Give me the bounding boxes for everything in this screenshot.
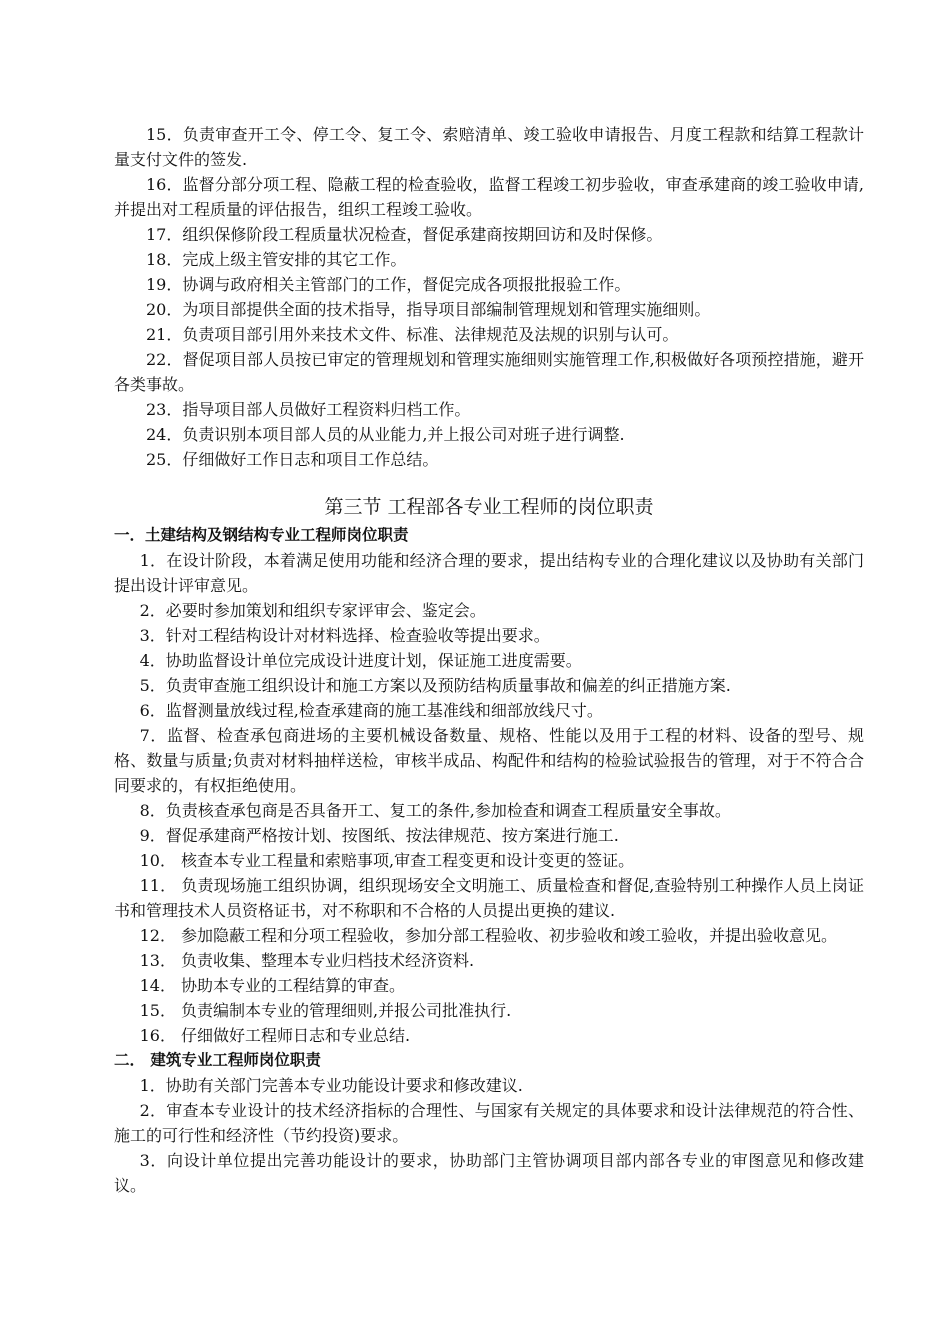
architecture-item-2: 2．审查本专业设计的技术经济指标的合理性、与国家有关规定的具体要求和设计法律规范的符合性、施工的可行性和经济性（节约投资)要求。 — [114, 1101, 864, 1145]
structural-item-4: 4．协助监督设计单位完成设计进度计划，保证施工进度需要。 — [139, 651, 582, 670]
architecture-item-1: 1．协助有关部门完善本专业功能设计要求和修改建议. — [139, 1076, 523, 1095]
structural-item-12: 12． 参加隐蔽工程和分项工程验收，参加分部工程验收、初步验收和竣工验收，并提出验收意见。 — [139, 926, 838, 945]
paragraph-item-19: 19．协调与政府相关主管部门的工作，督促完成各项报批报验工作。 — [146, 275, 631, 294]
structural-item-7: 7．监督、检查承包商进场的主要机械设备数量、规格、性能以及用于工程的材料、设备的型号、规格、数量与质量;负责对材料抽样送检，审核半成品、构配件和结构的检验试验报告的管理，对于不符合合同要求的，有权拒绝使用。 — [114, 726, 864, 795]
paragraph-item-25: 25．仔细做好工作日志和项目工作总结。 — [146, 450, 439, 469]
architecture-item-3: 3．向设计单位提出完善功能设计的要求，协助部门主管协调项目部内部各专业的审图意见和修改建议。 — [114, 1151, 864, 1195]
paragraph-item-16: 16．监督分部分项工程、隐蔽工程的检查验收，监督工程竣工初步验收，审查承建商的竣工验收申请,并提出对工程质量的评估报告，组织工程竣工验收。 — [114, 175, 864, 219]
paragraph-item-18: 18．完成上级主管安排的其它工作。 — [146, 250, 407, 269]
structural-item-10: 10． 核查本专业工程量和索赔事项,审查工程变更和设计变更的签证。 — [139, 851, 635, 870]
structural-item-15: 15． 负责编制本专业的管理细则,并报公司批准执行. — [139, 1001, 512, 1020]
structural-item-8: 8．负责核查承包商是否具备开工、复工的条件,参加检查和调查工程质量安全事故。 — [139, 801, 731, 820]
structural-item-2: 2．必要时参加策划和组织专家评审会、鉴定会。 — [139, 601, 486, 620]
paragraph-item-22: 22．督促项目部人员按已审定的管理规划和管理实施细则实施管理工作,积极做好各项预控措施，避开各类事故。 — [114, 350, 864, 394]
paragraph-item-17: 17．组织保修阶段工程质量状况检查，督促承建商按期回访和及时保修。 — [146, 225, 663, 244]
subsection-title-structural: 一．土建结构及钢结构专业工程师岗位职责 — [114, 526, 409, 544]
subsection-title-architecture: 二． 建筑专业工程师岗位职责 — [114, 1051, 321, 1069]
document-page — [114, 122, 864, 1198]
paragraph-item-21: 21．负责项目部引用外来技术文件、标准、法律规范及法规的识别与认可。 — [146, 325, 679, 344]
structural-item-13: 13． 负责收集、整理本专业归档技术经济资料. — [139, 951, 475, 970]
structural-item-9: 9．督促承建商严格按计划、按图纸、按法律规范、按方案进行施工. — [139, 826, 619, 845]
paragraph-item-15: 15．负责审查开工令、停工令、复工令、索赔清单、竣工验收申请报告、月度工程款和结算工程款计量支付文件的签发. — [114, 125, 864, 169]
structural-item-6: 6．监督测量放线过程,检查承建商的施工基准线和细部放线尺寸。 — [139, 701, 603, 720]
structural-item-11: 11． 负责现场施工组织协调，组织现场安全文明施工、质量检查和督促,查验特别工种操作人员上岗证书和管理技术人员资格证书，对不称职和不合格的人员提出更换的建议. — [114, 876, 864, 920]
paragraph-item-20: 20．为项目部提供全面的技术指导，指导项目部编制管理规划和管理实施细则。 — [146, 300, 711, 319]
structural-item-5: 5．负责审查施工组织设计和施工方案以及预防结构质量事故和偏差的纠正措施方案. — [139, 676, 731, 695]
structural-item-3: 3．针对工程结构设计对材料选择、检查验收等提出要求。 — [139, 626, 550, 645]
section-title: 第三节 工程部各专业工程师的岗位职责 — [324, 496, 654, 518]
structural-item-1: 1．在设计阶段，本着满足使用功能和经济合理的要求，提出结构专业的合理化建议以及协助有关部门提出设计评审意见。 — [114, 551, 864, 595]
structural-item-14: 14． 协助本专业的工程结算的审查。 — [139, 976, 406, 995]
paragraph-item-24: 24．负责识别本项目部人员的从业能力,并上报公司对班子进行调整. — [146, 425, 625, 444]
structural-item-16: 16． 仔细做好工程师日志和专业总结. — [139, 1026, 411, 1045]
paragraph-item-23: 23．指导项目部人员做好工程资料归档工作。 — [146, 400, 471, 419]
